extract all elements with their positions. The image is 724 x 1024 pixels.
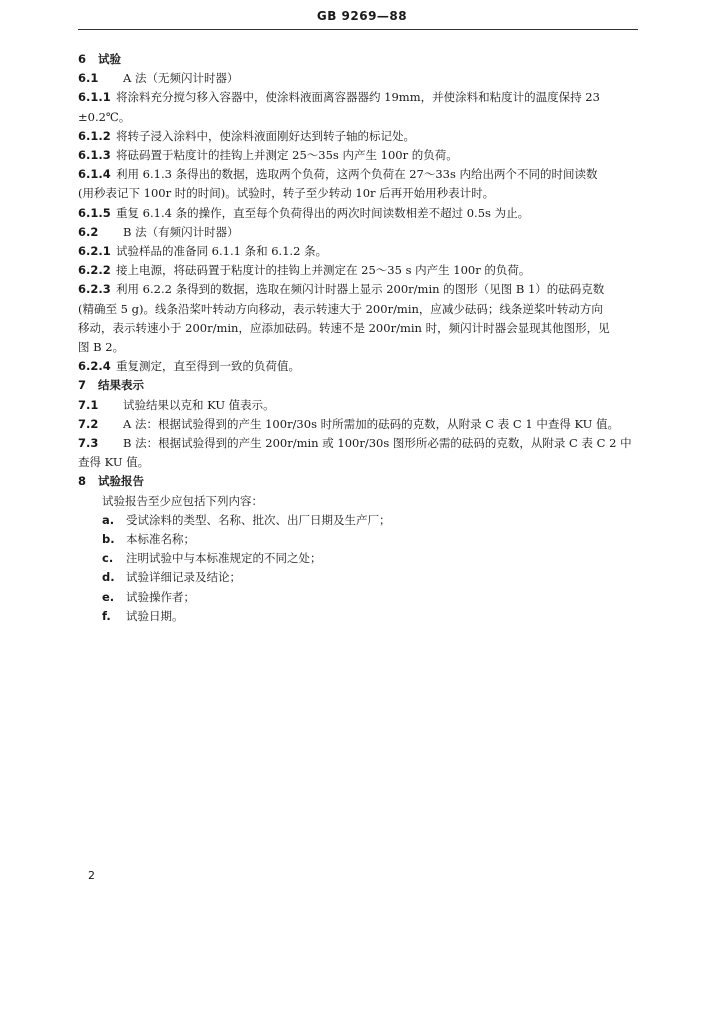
clause-text: 利用 6.1.3 条得出的数据，选取两个负荷，这两个负荷在 27～33s 内给出两个不同的时间读数 (116, 167, 598, 182)
clause-7-3-continuation: 查得 KU 值。 (78, 455, 150, 470)
page-number: 2 (88, 869, 95, 882)
clause-text: 试验样品的准备同 6.1.1 条和 6.1.2 条。 (116, 244, 328, 259)
clause-text: 将涂料充分搅匀移入容器中，使涂料液面离容器器约 19mm，并使涂料和粘度计的温度保持 23 (116, 90, 600, 105)
report-items-list (78, 511, 638, 626)
clause-number: 6.1.2 (78, 128, 111, 143)
clause-6-2-4 (78, 357, 638, 376)
clause-number: 6.1 (78, 71, 99, 86)
clause-number: 6.1.1 (78, 90, 111, 105)
clause-6-2-3-continuation-2: 移动，表示转速小于 200r/min，应添加砝码。转速不是 200r/min 时，频闪计时器会显现其他图形，见 (78, 320, 610, 335)
clause-6-1-1 (78, 88, 638, 107)
clause-text: 接上电源，将砝码置于粘度计的挂钩上并测定在 25～35 s 内产生 100r 的负荷。 (116, 263, 531, 278)
item-text: 试验日期。 (126, 608, 184, 623)
report-intro: 试验报告至少应包括下列内容： (102, 493, 263, 508)
clause-number: 6.2.1 (78, 244, 111, 259)
clause-number: 7.3 (78, 436, 99, 451)
clause-number: 6.1.5 (78, 205, 111, 220)
clause-text: 重复测定，直至得到一致的负荷值。 (116, 359, 300, 374)
clause-number: 7.1 (78, 397, 99, 412)
clause-6-1-4-continuation: (用秒表记下 100r 时的时间)。试验时，转子至少转动 10r 后再开始用秒表计时。 (78, 186, 495, 201)
list-item (78, 588, 638, 607)
item-text: 注明试验中与本标准规定的不同之处； (126, 551, 322, 566)
clause-number: 6.2.2 (78, 263, 111, 278)
clause-6-1-1-continuation: ±0.2℃。 (78, 109, 131, 124)
clause-number: 7.2 (78, 416, 99, 431)
clause-6-1-3 (78, 146, 638, 165)
clause-number: 6.2.3 (78, 282, 111, 297)
list-item (78, 607, 638, 626)
standard-code-header: GB 9269—88 (316, 9, 408, 23)
clause-text: 将砝码置于粘度计的挂钩上并测定 25～35s 内产生 100r 的负荷。 (116, 148, 458, 163)
item-text: 试验操作者； (126, 589, 195, 604)
list-item (78, 568, 638, 587)
document-body (78, 50, 638, 626)
clause-6-2-1 (78, 242, 638, 261)
item-text: 受试涂料的类型、名称、批次、出厂日期及生产厂； (126, 512, 391, 527)
clause-6-1-4 (78, 165, 638, 184)
clause-6-2 (78, 223, 638, 242)
clause-6-2-3-continuation-1: (精确至 5 g)。线条沿桨叶转动方向移动，表示转速大于 200r/min，应减少砝码；线条逆桨叶转动方向 (78, 301, 603, 316)
clause-number: 6.1.3 (78, 148, 111, 163)
section-7-heading (78, 376, 638, 395)
clause-text: 将转子浸入涂料中，使涂料液面刚好达到转子轴的标记处。 (116, 128, 415, 143)
clause-text: A 法（无频闪计时器） (123, 71, 239, 86)
item-text: 试验详细记录及结论； (126, 570, 241, 585)
clause-7-1 (78, 396, 638, 415)
list-item (78, 530, 638, 549)
item-text: 本标准名称； (126, 532, 195, 547)
list-item (78, 511, 638, 530)
section-6-heading (78, 50, 638, 69)
clause-6-2-3-continuation-3: 图 B 2。 (78, 340, 125, 355)
list-item (78, 549, 638, 568)
item-letter: c. (102, 551, 114, 566)
clause-number: 6.1.4 (78, 167, 111, 182)
clause-number: 6.2 (78, 224, 99, 239)
section-8-heading (78, 472, 638, 491)
clause-7-2 (78, 415, 638, 434)
clause-6-2-2 (78, 261, 638, 280)
item-letter: f. (102, 608, 111, 623)
clause-7-3 (78, 434, 638, 453)
section-title: 试验 (98, 52, 121, 66)
clause-text: 试验结果以克和 KU 值表示。 (123, 397, 275, 412)
item-letter: a. (102, 512, 115, 527)
item-letter: d. (102, 570, 115, 585)
clause-6-1-2 (78, 127, 638, 146)
item-letter: e. (102, 589, 115, 604)
clause-text: B 法（有频闪计时器） (123, 224, 239, 239)
item-letter: b. (102, 532, 115, 547)
clause-text: 重复 6.1.4 条的操作，直至每个负荷得出的两次时间读数相差不超过 0.5s 为止。 (116, 205, 530, 220)
clause-number: 6.2.4 (78, 359, 111, 374)
section-title: 试验报告 (98, 474, 144, 489)
clause-text: B 法：根据试验得到的产生 200r/min 或 100r/30s 图形所必需的砝码的克数，从附录 C 表 C 2 中 (123, 436, 632, 451)
clause-6-1 (78, 69, 638, 88)
clause-6-2-3 (78, 280, 638, 299)
section-number: 7 (78, 378, 87, 393)
section-title: 结果表示 (98, 378, 144, 393)
clause-text: 利用 6.2.2 条得到的数据，选取在频闪计时器上显示 200r/min 的图形（见图 B 1）的砝码克数 (116, 282, 605, 297)
section-number: 6 (78, 52, 87, 66)
clause-6-1-5 (78, 204, 638, 223)
header-divider (78, 29, 638, 30)
section-number: 8 (78, 474, 87, 489)
clause-text: A 法：根据试验得到的产生 100r/30s 时所需加的砝码的克数，从附录 C 表 C 1 中查得 KU 值。 (123, 416, 620, 431)
